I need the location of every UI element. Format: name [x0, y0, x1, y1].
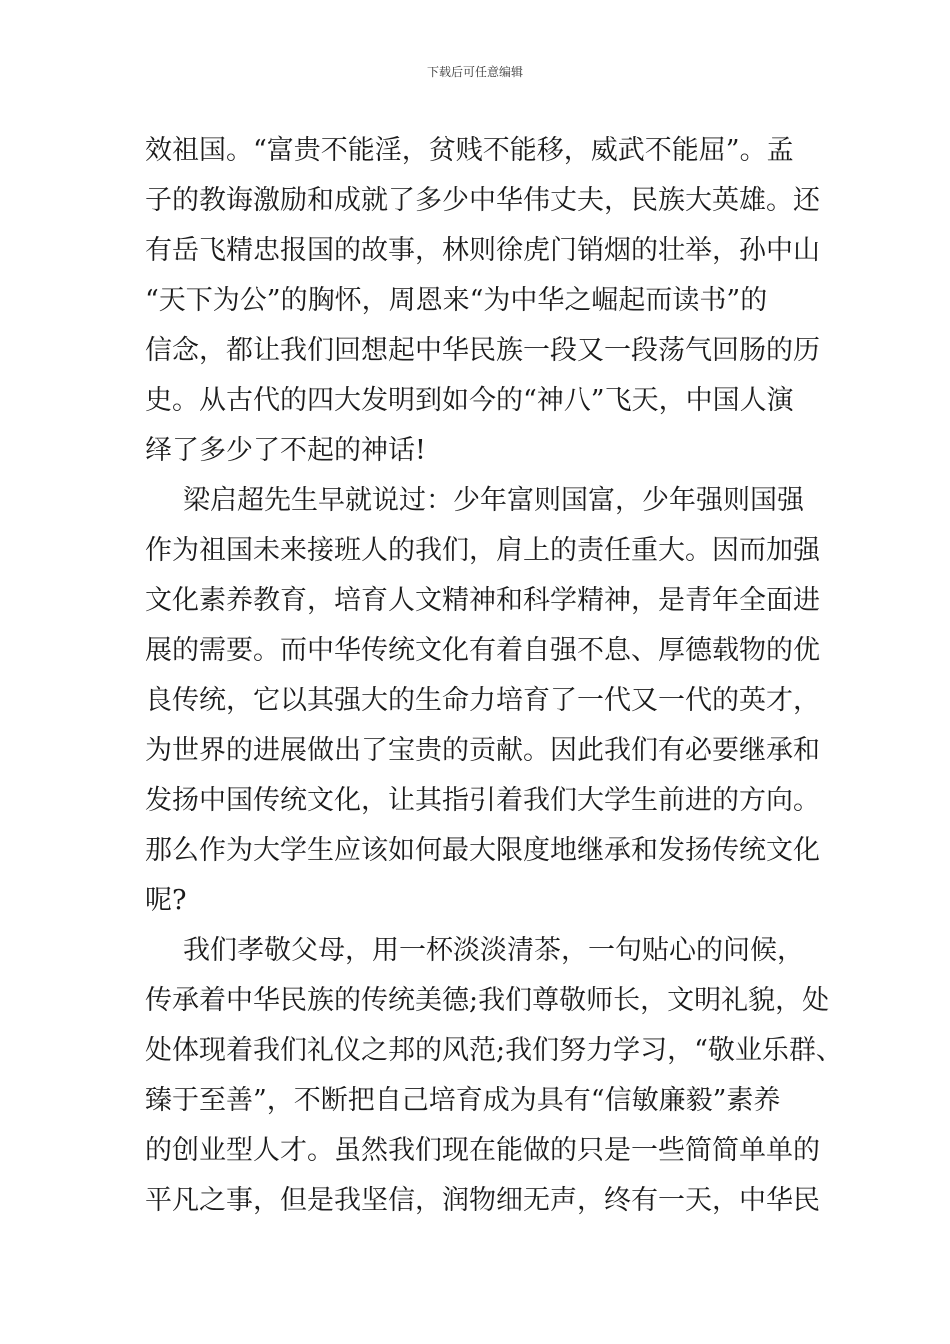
document-body	[145, 126, 843, 1226]
text-line: 我们孝敬父母，用一杯淡淡清茶，一句贴心的问候，	[183, 935, 804, 966]
text-line: 呢?	[145, 885, 187, 916]
text-line: 展的需要。而中华传统文化有着自强不息、厚德载物的优	[145, 635, 820, 666]
text-line: 传承着中华民族的传统美德;我们尊敬师长，文明礼貌，处	[145, 985, 830, 1016]
text-line: 为世界的进展做出了宝贵的贡献。因此我们有必要继承和	[145, 735, 820, 766]
text-line: 作为祖国未来接班人的我们，肩上的责任重大。因而加强	[145, 535, 820, 566]
text-line: 子的教诲激励和成就了多少中华伟丈夫，民族大英雄。还	[145, 185, 820, 216]
paragraph	[145, 926, 843, 1226]
text-line: 史。从古代的四大发明到如今的“神八”飞天，中国人演	[145, 385, 794, 416]
text-line: 文化素养教育，培育人文精神和科学精神，是青年全面进	[145, 585, 820, 616]
text-line: “天下为公”的胸怀，周恩来“为中华之崛起而读书”的	[145, 285, 768, 316]
text-line: 那么作为大学生应该如何最大限度地继承和发扬传统文化	[145, 835, 820, 866]
paragraph	[145, 126, 825, 476]
text-line: 发扬中国传统文化，让其指引着我们大学生前进的方向。	[145, 785, 820, 816]
text-line: 绎了多少了不起的神话!	[145, 435, 426, 466]
text-line: 处体现着我们礼仪之邦的风范;我们努力学习，“敬业乐群、	[145, 1035, 843, 1066]
text-line: 臻于至善”，不断把自己培育成为具有“信敏廉毅”素养	[145, 1085, 781, 1116]
text-line: 良传统，它以其强大的生命力培育了一代又一代的英才，	[145, 685, 820, 716]
text-line: 平凡之事，但是我坚信，润物细无声，终有一天，中华民	[145, 1185, 820, 1216]
page-header: 下载后可任意编辑	[426, 65, 523, 79]
paragraph	[145, 476, 825, 926]
text-line: 的创业型人才。虽然我们现在能做的只是一些简简单单的	[145, 1135, 820, 1166]
text-line: 信念，都让我们回想起中华民族一段又一段荡气回肠的历	[145, 335, 820, 366]
text-line: 效祖国。“富贵不能淫，贫贱不能移，威武不能屈”。孟	[145, 135, 794, 166]
text-line: 有岳飞精忠报国的故事，林则徐虎门销烟的壮举，孙中山	[145, 235, 820, 266]
text-line: 梁启超先生早就说过：少年富则国富，少年强则国强	[183, 485, 804, 516]
